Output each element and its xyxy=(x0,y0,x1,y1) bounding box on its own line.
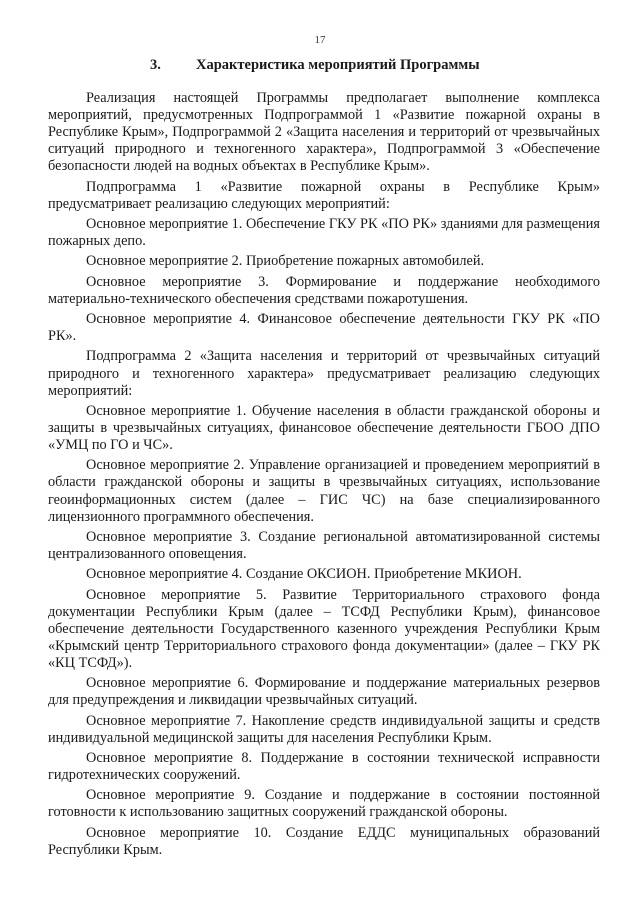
paragraph: Подпрограмма 2 «Защита населения и территорий от чрезвычайных ситуаций природного и техногенного характера» предусматривает реализацию следующих мероприятий: xyxy=(48,348,600,399)
paragraph: Основное мероприятие 10. Создание ЕДДС муниципальных образований Республики Крым. xyxy=(48,824,600,858)
paragraph: Основное мероприятие 3. Создание региональной автоматизированной системы централизованного оповещения. xyxy=(48,528,600,563)
paragraph: Основное мероприятие 5. Развитие Территориального страхового фонда документации Республики Крым (далее – ТСФД Республики Крым), финансовое обеспечение деятельности Государственного казенного учреждения Республики Крым «Крымский центр Территориального страхового фонда документации» (далее – ГКУ РК «КЦ ТСФД»). xyxy=(48,586,600,671)
paragraph: Основное мероприятие 4. Финансовое обеспечение деятельности ГКУ РК «ПО РК». xyxy=(48,311,600,345)
section-heading xyxy=(150,57,570,74)
document-body xyxy=(48,90,600,862)
section-number: 3. xyxy=(150,57,161,73)
paragraph: Основное мероприятие 8. Поддержание в состоянии технической исправности гидротехнических сооружений. xyxy=(48,750,600,784)
paragraph: Основное мероприятие 2. Приобретение пожарных автомобилей. xyxy=(86,253,485,270)
paragraph: Основное мероприятие 7. Накопление средств индивидуальной защиты и средств индивидуальной медицинской защиты для населения Республики Крым. xyxy=(48,712,600,746)
paragraph: Реализация настоящей Программы предполагает выполнение комплекса мероприятий, предусмотренных Подпрограммой 1 «Развитие пожарной охраны в Республике Крым», Подпрограммой 2 «Защита населения и территорий от чрезвычайных ситуаций природного и техногенного характера», Подпрограммой 3 «Обеспечение безопасности людей на водных объектах в Республике Крым». xyxy=(48,90,600,175)
paragraph: Основное мероприятие 1. Обеспечение ГКУ РК «ПО РК» зданиями для размещения пожарных депо. xyxy=(48,216,600,250)
paragraph: Основное мероприятие 1. Обучение населения в области гражданской обороны и защиты в чрезвычайных ситуациях, финансовое обеспечение деятельности ГБОО ДПО «УМЦ по ГО и ЧС». xyxy=(48,402,600,454)
paragraph: Основное мероприятие 2. Управление организацией и проведением мероприятий в области гражданской обороны и защиты в чрезвычайных ситуациях, использование геоинформационных систем (далее – ГИС ЧС) на базе специализированного лицензионного программного обеспечения. xyxy=(48,457,600,525)
paragraph: Основное мероприятие 9. Создание и поддержание в состоянии постоянной готовности к использованию защитных сооружений гражданской обороны. xyxy=(48,787,600,821)
section-title: Характеристика мероприятий Программы xyxy=(196,57,480,73)
paragraph: Подпрограмма 1 «Развитие пожарной охраны в Республике Крым» предусматривает реализацию следующих мероприятий: xyxy=(48,178,600,212)
paragraph: Основное мероприятие 3. Формирование и поддержание необходимого материально-технического обеспечения средствами пожаротушения. xyxy=(48,273,600,307)
paragraph: Основное мероприятие 6. Формирование и поддержание материальных резервов для предупреждения и ликвидации чрезвычайных ситуаций. xyxy=(48,675,600,709)
paragraph: Основное мероприятие 4. Создание ОКСИОН. Приобретение МКИОН. xyxy=(86,566,522,583)
page-number: 17 xyxy=(314,34,326,46)
